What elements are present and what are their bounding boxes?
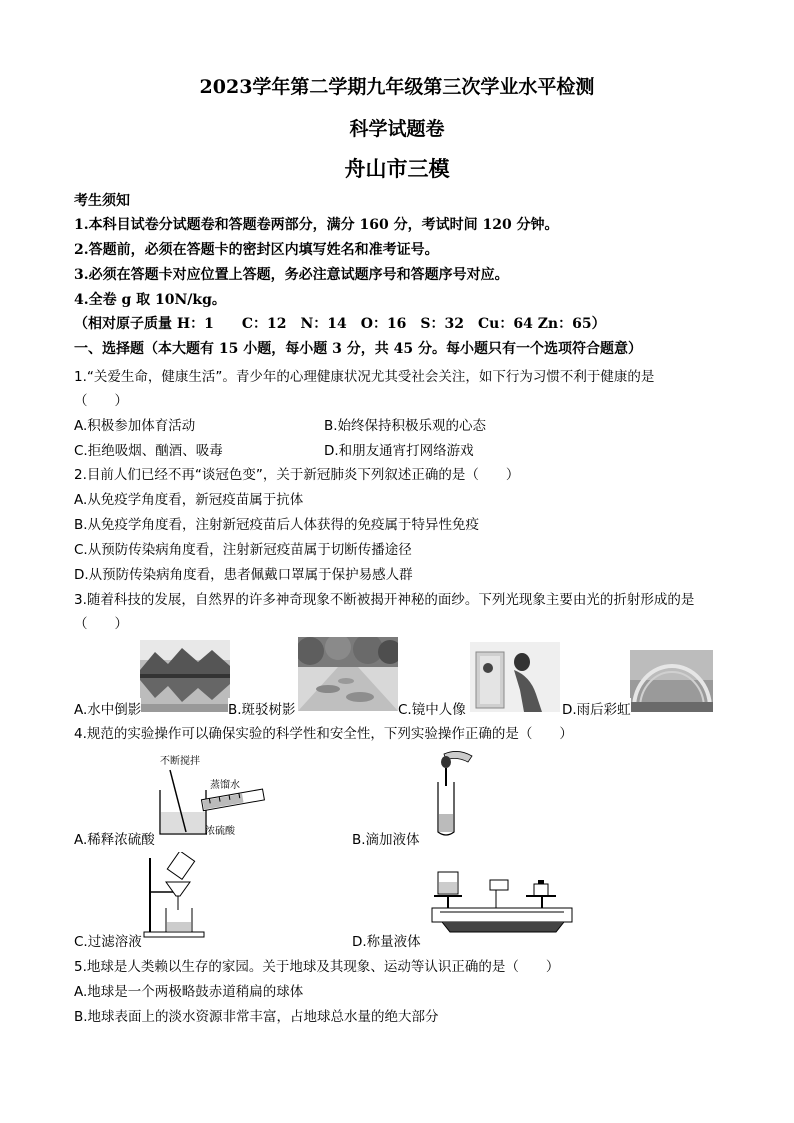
- paper-region: 舟山市三模: [344, 156, 450, 181]
- paper-subtitle: 科学试题卷: [349, 118, 445, 140]
- question-1-stem: 1.“关爱生命，健康生活”。青少年的心理健康状况尤其受社会关注，如下行为习惯不利于健康的是: [74, 369, 655, 385]
- question-3-option-d: D.雨后彩虹: [562, 698, 631, 718]
- question-4-option-b: B.滴加液体: [352, 832, 420, 848]
- question-2-option-a: A.从免疫学角度看，新冠疫苗属于抗体: [74, 492, 304, 508]
- question-4-stem: 4.规范的实验操作可以确保实验的科学性和安全性，下列实验操作正确的是（ ）: [74, 726, 573, 742]
- label-conc-acid: 浓硫酸: [205, 826, 235, 837]
- notice-item: 3.必须在答题卡对应位置上答题，务必注意试题序号和答题序号对应。: [74, 267, 509, 283]
- question-2-option-c: C.从预防传染病角度看，注射新冠疫苗属于切断传播途径: [74, 542, 412, 558]
- question-2-option-b: B.从免疫学角度看，注射新冠疫苗后人体获得的免疫属于特异性免疫: [74, 517, 480, 533]
- mirror-photo: [470, 642, 560, 712]
- question-5-option-a: A.地球是一个两极略鼓赤道稍扁的球体: [74, 984, 304, 1000]
- rainbow-photo: [630, 650, 713, 712]
- balance-diagram: [430, 866, 580, 936]
- dropper-diagram: [428, 748, 478, 838]
- section-heading: 一、选择题（本大题有 15 小题，每小题 3 分，共 45 分。每小题只有一个选项符合题意）: [74, 341, 642, 357]
- question-4-option-d: D.称量液体: [352, 934, 421, 950]
- question-5-option-b: B.地球表面上的淡水资源非常丰富，占地球总水量的绝大部分: [74, 1009, 439, 1025]
- question-1-option-a: A.积极参加体育活动: [74, 418, 196, 434]
- question-2-stem: 2.目前人们已经不再“谈冠色变”，关于新冠肺炎下列叙述正确的是（ ）: [74, 467, 520, 483]
- notice-item: 1.本科目试卷分试题卷和答题卷两部分，满分 160 分，考试时间 120 分钟。: [74, 217, 559, 233]
- notice-item: 2.答题前，必须在答题卡的密封区内填写姓名和准考证号。: [74, 242, 439, 258]
- question-3-option-b: B.斑驳树影: [228, 698, 296, 718]
- question-3-option-c: C.镜中人像: [398, 698, 466, 718]
- question-1-option-b: B.始终保持积极乐观的心态: [324, 418, 487, 434]
- question-3-blank: （ ）: [74, 616, 128, 632]
- question-2-option-d: D.从预防传染病角度看，患者佩戴口罩属于保护易感人群: [74, 567, 413, 583]
- question-1-blank: （ ）: [74, 393, 128, 409]
- notice-item: 4.全卷 g 取 10N/kg。: [74, 292, 226, 308]
- label-distilled-water: 蒸馏水: [210, 780, 240, 791]
- exam-title: 2023学年第二学期九年级第三次学业水平检测: [199, 76, 595, 98]
- question-4-option-a: A.稀释浓硫酸: [74, 832, 155, 848]
- question-1-option-d: D.和朋友通宵打网络游戏: [324, 443, 474, 459]
- filtration-diagram: [140, 852, 210, 938]
- question-4-option-c: C.过滤溶液: [74, 934, 142, 950]
- question-3-option-a: A.水中倒影: [74, 698, 141, 718]
- label-stirring: 不断搅拌: [160, 756, 200, 767]
- question-5-stem: 5.地球是人类赖以生存的家园。关于地球及其现象、运动等认识正确的是（ ）: [74, 959, 560, 975]
- question-3-stem: 3.随着科技的发展，自然界的许多神奇现象不断被揭开神秘的面纱。下列光现象主要由光的折射形成的是: [74, 592, 695, 608]
- notice-heading: 考生须知: [74, 193, 130, 209]
- tree-shadow-photo: [298, 637, 398, 711]
- reflection-photo: [140, 640, 230, 712]
- atomic-mass-note: （相对原子质量 H：1 C：12 N：14 O：16 S：32 Cu：64 Zn：65）: [74, 316, 606, 332]
- question-1-option-c: C.拒绝吸烟、酗酒、吸毒: [74, 443, 223, 459]
